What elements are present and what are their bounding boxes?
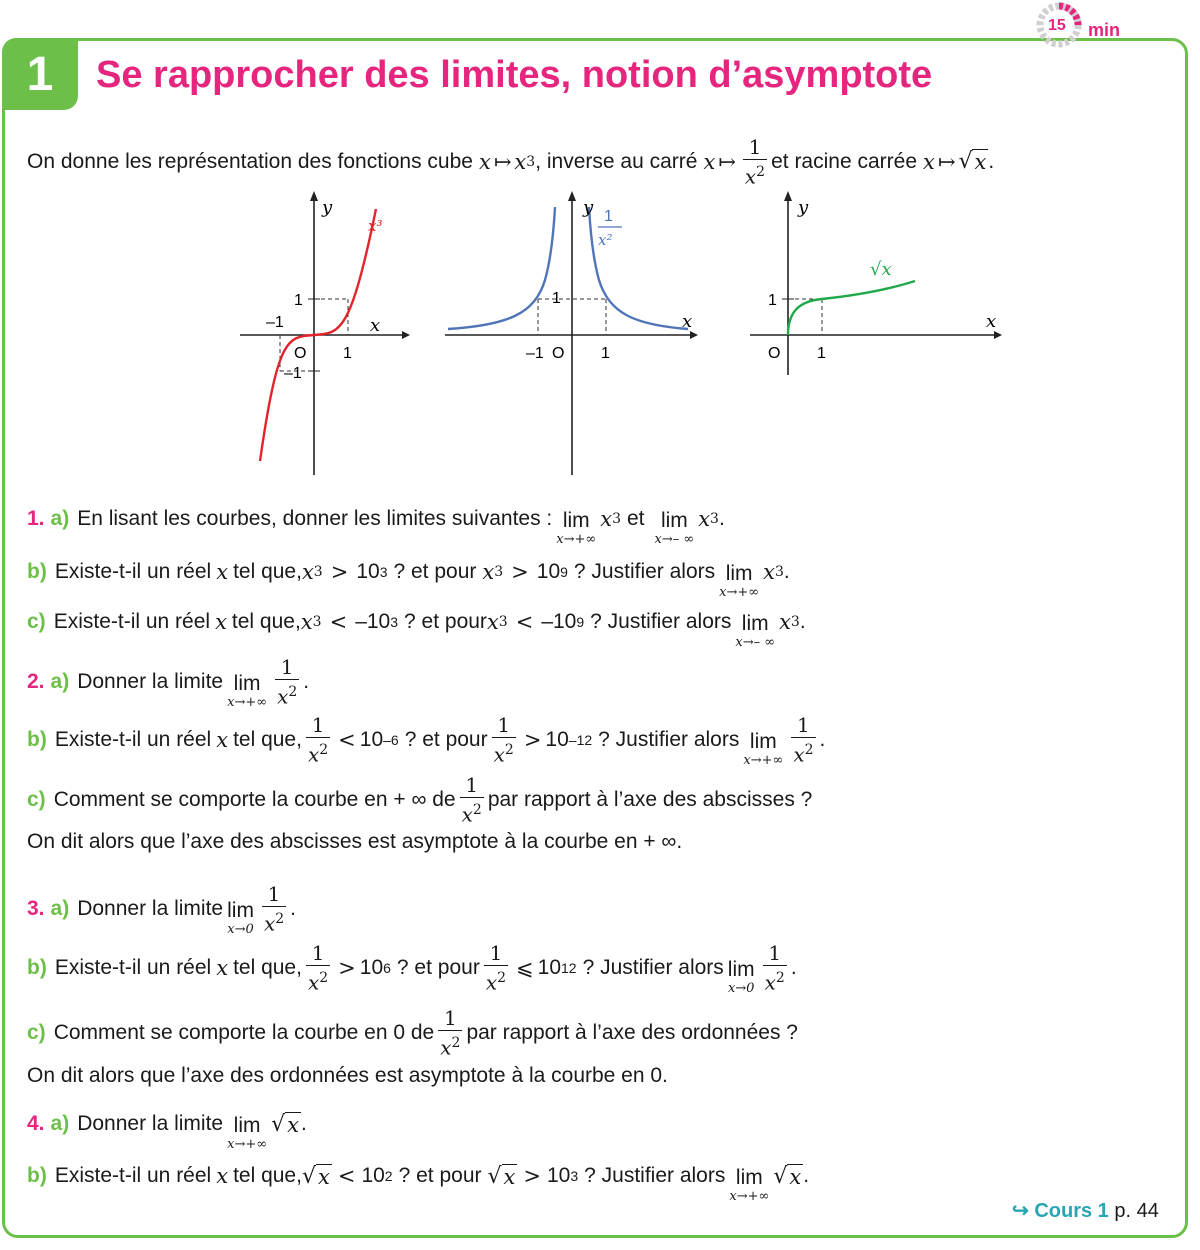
q1b-label: b): [27, 560, 47, 583]
inverse-tick-x-pos: 1: [601, 345, 610, 362]
q1b-text-4: ? Justifier alors: [573, 560, 716, 583]
timer-value: 15: [1048, 17, 1066, 34]
q3-number: 3.: [27, 896, 45, 920]
sqrt-tick-y-pos: 1: [768, 292, 777, 309]
q3b-text-1: Existe-t-il un réel: [54, 955, 212, 979]
sqrt-curve-label: √x: [870, 259, 892, 280]
q4b-text-1: Existe-t-il un réel: [54, 1164, 212, 1187]
q1c-text-2: tel que,: [231, 610, 301, 633]
q1b-line: b) Existe-t-il un réel x tel que, x 3 > 10 3 ? et pour x 3 > 10 9 ? Justifier alors lim x→+∞ x 3 .: [27, 560, 790, 600]
q4b-text-4: ? Justifier alors: [584, 1164, 726, 1187]
inverse-curve-label-den: x²: [598, 231, 613, 249]
q1c-line: c) Existe-t-il un réel x tel que, x 3 < –10 3 ? et pour x 3 < –10 9 ? Justifier alors lim x→– ∞ x 3 .: [27, 610, 806, 650]
q2b-text-4: ? Justifier alors: [598, 727, 740, 751]
q3c-text-1: Comment se comporte la courbe en 0 de: [53, 1020, 435, 1044]
inverse-tick-y-pos: 1: [552, 290, 561, 307]
q3a-line: 3. a) Donner la limite lim x→0 $\frac{1}{x^2}$ .: [27, 882, 296, 937]
cube-tick-x-pos: 1: [343, 345, 352, 362]
q2b-text-3: ? et pour: [404, 727, 488, 751]
intro-line: On donne les représentation des fonctions cube x ↦ x 3 , inverse au carré x ↦ $\frac{1}{x^2}$ et racine carrée x ↦ √ x .: [27, 135, 995, 189]
q4a-text: Donner la limite: [77, 1112, 224, 1135]
q4b-text-2: tel que,: [233, 1164, 302, 1187]
sqrt-x-label: x: [986, 311, 997, 332]
q4b-text-3: ? et pour: [398, 1164, 482, 1187]
q3b-line: b) Existe-t-il un réel x tel que, $\frac{1}{x^2}$ > 10 6 ? et pour $\frac{1}{x^2}$ ⩽ 10 12 ? Justifier alors lim x→0 $\frac{1}{x^2}$ .: [27, 941, 797, 996]
intro-text-1: On donne les représentation des fonctions cube: [27, 149, 473, 173]
cube-origin: O: [294, 345, 307, 362]
q2a-line: 2. a) Donner la limite lim x→+∞ $\frac{1}{x^2}$ .: [27, 655, 310, 710]
q4a-line: 4. a) Donner la limite lim x→+∞ √ x .: [27, 1111, 307, 1152]
inverse-x-label: x: [682, 311, 693, 332]
q1a-label: a): [50, 507, 70, 530]
q2c-label: c): [27, 787, 46, 811]
intro-text-4: .: [988, 149, 995, 173]
intro-text-2: , inverse au carré: [535, 149, 698, 173]
cube-tick-y-neg: –1: [284, 365, 302, 382]
inverse-origin: O: [552, 345, 565, 362]
inverse-square-curve-left: [448, 207, 555, 329]
exercise-title: Se rapprocher des limites, notion d’asymptote: [96, 54, 933, 96]
q2b-text-2: tel que,: [233, 727, 302, 751]
q1a-text: En lisant les courbes, donner les limites suivantes :: [77, 507, 553, 530]
q3c-label: c): [27, 1020, 46, 1044]
q3c-text-2: par rapport à l’axe des ordonnées ?: [466, 1020, 798, 1044]
q1c-label: c): [27, 610, 46, 633]
q3b-text-3: ? et pour: [396, 955, 480, 979]
q4a-label: a): [50, 1112, 70, 1135]
cube-graph: [230, 185, 410, 480]
q2c-line: c) Comment se comporte la courbe en + ∞ de $\frac{1}{x^2}$ par rapport à l’axe des abscisses ?: [27, 773, 813, 827]
q3b-text-2: tel que,: [233, 955, 302, 979]
q1-number: 1.: [27, 507, 45, 530]
sqrt-origin: O: [768, 345, 781, 362]
cours-link-label[interactable]: Cours 1: [1034, 1200, 1109, 1222]
q2b-text-1: Existe-t-il un réel: [54, 727, 212, 751]
cube-tick-y-pos: 1: [294, 292, 303, 309]
cube-x-label: x: [370, 315, 381, 336]
q1c-text-3: ? et pour: [404, 610, 487, 633]
cours-page: p. 44: [1114, 1200, 1159, 1222]
inverse-square-graph: [440, 185, 705, 480]
q2b-label: b): [27, 727, 47, 751]
q4b-label: b): [27, 1164, 47, 1187]
timer-unit: min: [1088, 20, 1121, 40]
sqrt-graph: [750, 185, 1010, 385]
inverse-tick-x-neg: –1: [526, 345, 544, 362]
q4-number: 4.: [27, 1112, 45, 1135]
inverse-y-label: y: [583, 197, 594, 218]
intro-text-3: et racine carrée: [771, 149, 917, 173]
q3c-line: c) Comment se comporte la courbe en 0 de $\frac{1}{x^2}$ par rapport à l’axe des ordonnées ?: [27, 1006, 798, 1060]
cube-curve-label: x³: [368, 217, 383, 235]
inverse-square-curve-right: [589, 207, 688, 329]
cours-link[interactable]: [1012, 1198, 1159, 1223]
sqrt-curve: [788, 281, 915, 335]
q3b-text-4: ? Justifier alors: [582, 955, 724, 979]
q2-note: On dit alors que l’axe des abscisses est asymptote à la courbe en + ∞.: [27, 830, 683, 853]
q1c-text-4: ? Justifier alors: [590, 610, 732, 633]
cube-tick-x-neg: –1: [266, 314, 284, 331]
q3a-label: a): [50, 896, 70, 920]
q2a-text: Donner la limite: [77, 669, 224, 693]
q1b-text-1: Existe-t-il un réel: [54, 560, 212, 583]
q4b-line: b) Existe-t-il un réel x tel que, √ x < 10 2 ? et pour √ x > 10 3 ? Justifier alors lim x→+∞ √ x .: [27, 1163, 810, 1204]
q2a-label: a): [50, 669, 70, 693]
q3a-text: Donner la limite: [77, 896, 224, 920]
sqrt-y-label: y: [798, 197, 809, 218]
sqrt-tick-x-pos: 1: [817, 345, 826, 362]
cube-y-label: y: [322, 197, 333, 218]
inverse-curve-label-num: 1: [604, 208, 613, 225]
q3-note: On dit alors que l’axe des ordonnées est asymptote à la courbe en 0.: [27, 1064, 668, 1087]
q1a-line: 1. a) En lisant les courbes, donner les limites suivantes : lim x→+∞ x 3 et lim x→– ∞ x 3 .: [27, 507, 725, 547]
q2-number: 2.: [27, 669, 45, 693]
exercise-number: 1: [2, 38, 78, 110]
q2c-text-2: par rapport à l’axe des abscisses ?: [487, 787, 813, 811]
q2b-line: b) Existe-t-il un réel x tel que, $\frac{1}{x^2}$ < 10 –6 ? et pour $\frac{1}{x^2}$ > 10 –12 ? Justifier alors lim x→+∞ $\frac{1}{x^2}$ .: [27, 713, 826, 768]
q3b-label: b): [27, 955, 47, 979]
q1b-text-2: tel que,: [233, 560, 302, 583]
q1a-et: et: [627, 507, 645, 530]
q1b-text-3: ? et pour: [393, 560, 477, 583]
q2c-text-1: Comment se comporte la courbe en + ∞ de: [53, 787, 456, 811]
q1c-text-1: Existe-t-il un réel: [53, 610, 211, 633]
arrow-icon: ↪: [1012, 1200, 1029, 1222]
